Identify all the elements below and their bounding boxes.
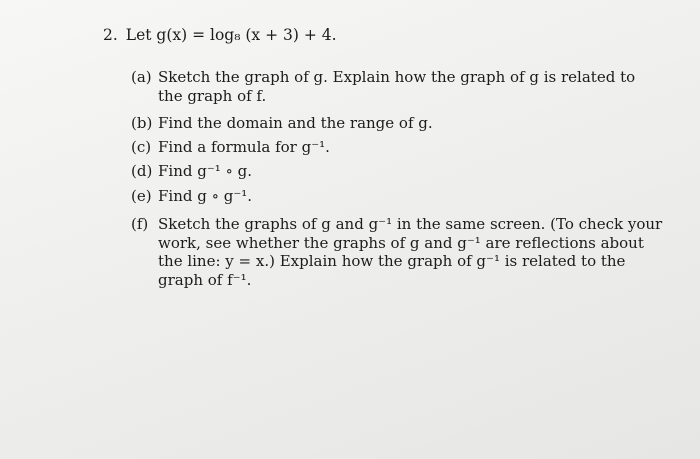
list-item-d — [131, 162, 252, 181]
item-c-text: Find a formula for g⁻¹. — [158, 138, 330, 156]
item-f-text-line2: work, see whether the graphs of g and g⁻¹ are reflections about — [158, 233, 644, 252]
item-d-label: (d) — [131, 162, 153, 180]
problem-number: 2. — [103, 26, 118, 44]
item-c-label: (c) — [131, 138, 152, 156]
list-item-e — [131, 187, 252, 206]
item-f-text-line3: the line: y = x.) Explain how the graph of g⁻¹ is related to the — [158, 252, 626, 270]
item-a-text-line2: the graph of f. — [158, 86, 267, 105]
list-item-f — [131, 215, 662, 289]
item-b-label: (b) — [131, 114, 153, 132]
problem-statement — [103, 25, 337, 45]
item-e-text: Find g ∘ g⁻¹. — [158, 187, 253, 205]
item-f-text-line4: graph of f⁻¹. — [158, 270, 252, 289]
list-item-a — [131, 68, 635, 105]
item-a-text-line1: Sketch the graph of g. Explain how the graph of g is related to — [158, 68, 636, 86]
list-item-c — [131, 138, 330, 157]
item-e-label: (e) — [131, 187, 152, 205]
item-f-label: (f) — [131, 215, 149, 233]
item-f-text-line1: Sketch the graphs of g and g⁻¹ in the same screen. (To check your — [158, 215, 663, 233]
list-item-b — [131, 114, 433, 133]
problem-function-definition: Let g(x) = log₈ (x + 3) + 4. — [125, 26, 337, 44]
item-b-text: Find the domain and the range of g. — [158, 114, 433, 132]
item-a-label: (a) — [131, 68, 152, 86]
item-d-text: Find g⁻¹ ∘ g. — [158, 162, 253, 180]
